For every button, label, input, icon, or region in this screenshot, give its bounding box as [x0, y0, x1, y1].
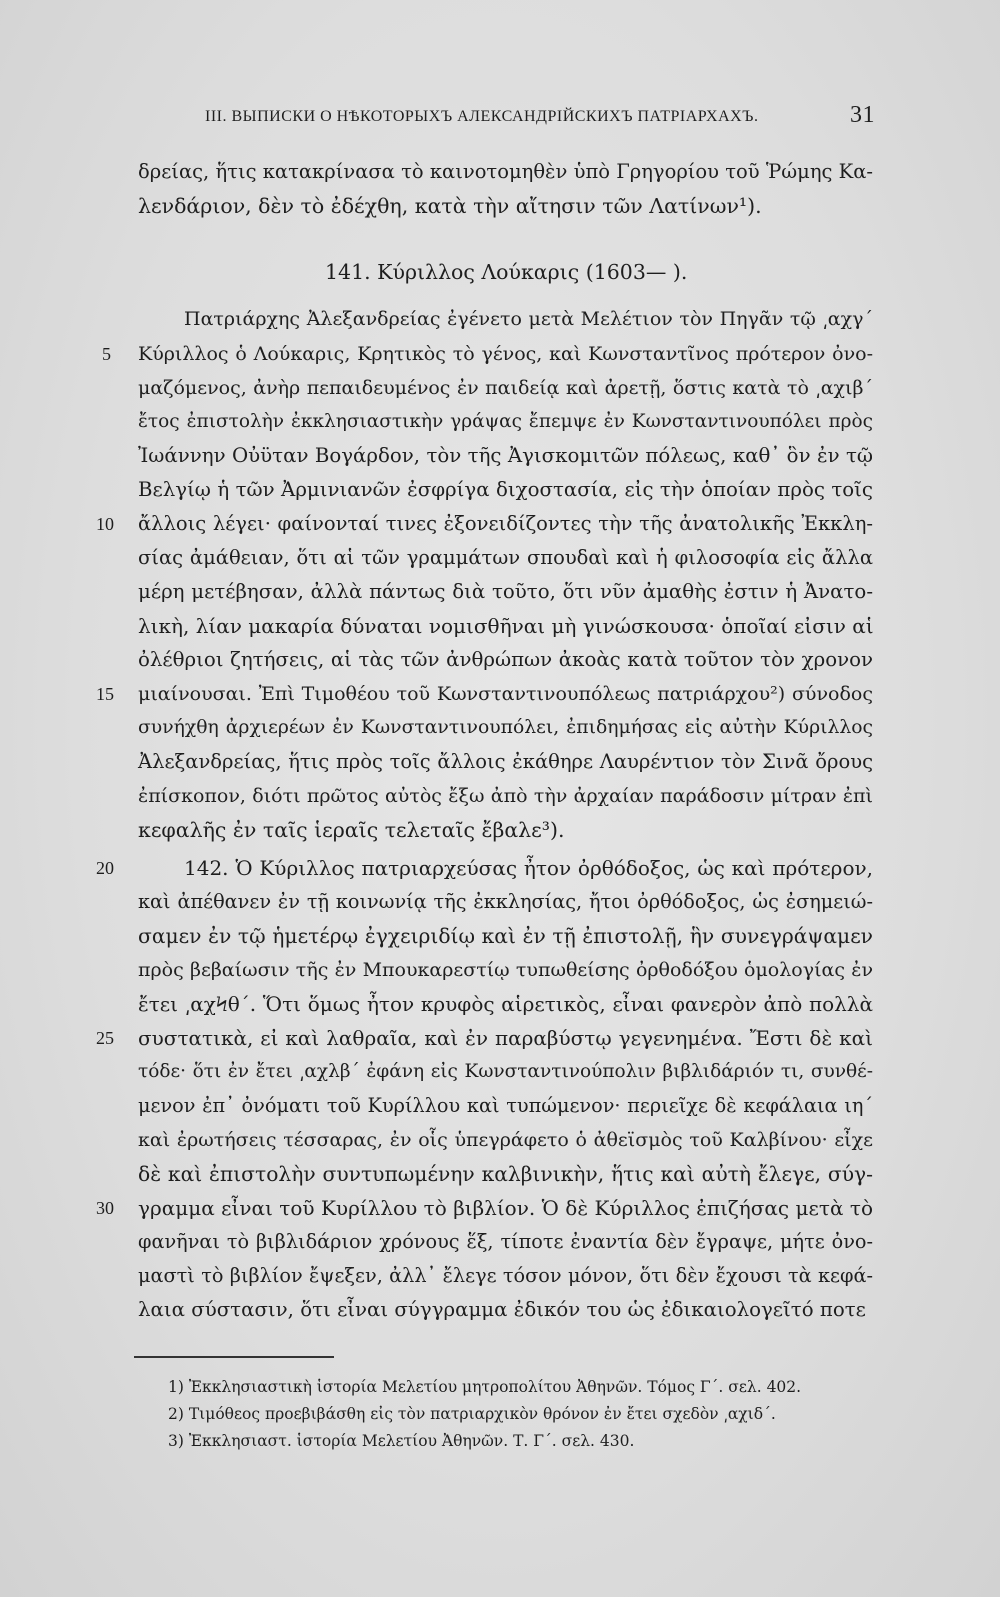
text-line: ἔτει ͵αχϞθ΄. Ὅτι ὅμως ἦτον κρυφὸς αἱρετικὸς, εἶναι φανερὸν ἀπὸ πολλὰ [138, 992, 873, 1016]
text-line: λικὴ, λίαν μακαρία δύναται νομισθῆναι μὴ γινώσκουσα· ὁποῖαί εἰσιν αἱ [138, 614, 874, 638]
line-number: 20 [96, 858, 114, 878]
text-line: Βελγίῳ ἡ τῶν Ἀρμινιανῶν ἐσφρίγα διχοστασία, εἰς τὴν ὁποίαν πρὸς τοῖς [138, 478, 873, 501]
footnote: 3) Ἐκκλησιαστ. ἱστορία Μελετίου Ἀθηνῶν. Τ. Γ΄. σελ. 430. [168, 1432, 635, 1450]
text-line: δὲ καὶ ἐπιστολὴν συντυπωμένην καλβινικὴν, ἥτις καὶ αὐτὴ ἔλεγε, σύγ- [138, 1162, 873, 1186]
text-line: συστατικὰ, εἰ καὶ λαθραῖα, καὶ ἐν παραβύστῳ γεγενημένα. Ἔστι δὲ καὶ [138, 1026, 873, 1050]
text-line: σαμεν ἐν τῷ ἡμετέρῳ ἐγχειριδίῳ καὶ ἐν τῇ ἐπιστολῇ, ἣν συνεγράψαμεν [138, 924, 873, 948]
text-line: ἐπίσκοπον, διότι πρῶτος αὐτὸς ἔξω ἀπὸ τὴν ἀρχαίαν παράδοσιν μίτραν ἐπὶ [138, 785, 873, 807]
text-line: συνήχθη ἀρχιερέων ἐν Κωνσταντινουπόλει, ἐπιδημήσας εἰς αὐτὴν Κύριλλος [138, 717, 873, 738]
line-number: 10 [96, 514, 114, 534]
line-number: 25 [96, 1028, 114, 1048]
text-line: μαστὶ τὸ βιβλίον ἔψεξεν, ἀλλ᾽ ἔλεγε τόσον μόνον, ὅτι δὲν ἔχουσι τὰ κεφά- [138, 1264, 873, 1287]
text-line: μέρη μετέβησαν, ἀλλὰ πάντως διὰ τοῦτο, ὅτι νῦν ἀμαθὴς ἐστιν ἡ Ἀνατο- [138, 580, 873, 603]
page-number: 31 [850, 102, 875, 128]
footnote: 1) Ἐκκλησιαστικὴ ἱστορία Μελετίου μητροπολίτου Ἀθηνῶν. Τόμος Γ΄. σελ. 402. [168, 1378, 802, 1396]
section-142-first-line: 142. Ὁ Κύριλλος πατριαρχεύσας ἦτον ὀρθόδοξος, ὡς καὶ πρότερον, [184, 856, 873, 880]
text-line: ἄλλοις λέγει· φαίνονταί τινες ἐξονειδίζοντες τὴν τῆς ἀνατολικῆς Ἐκκλη- [138, 512, 873, 535]
text-line: σίας ἀμάθειαν, ὅτι αἱ τῶν γραμμάτων σπουδαὶ καὶ ἡ φιλοσοφία εἰς ἄλλα [138, 546, 873, 569]
text-line: γραμμα εἶναι τοῦ Κυρίλλου τὸ βιβλίον. Ὁ δὲ Κύριλλος ἐπιζήσας μετὰ τὸ [138, 1196, 873, 1220]
text-line: φανῆναι τὸ βιβλιδάριον χρόνους ἕξ, τίποτε ἐναντία δὲν ἔγραψε, μήτε ὀνο- [138, 1230, 873, 1253]
text-line: ἔτος ἐπιστολὴν ἐκκλησιαστικὴν γράψας ἔπεμψε ἐν Κωνσταντινουπόλει πρὸς [138, 411, 873, 432]
text-line: Κύριλλος ὁ Λούκαρις, Κρητικὸς τὸ γένος, καὶ Κωνσταντῖνος πρότερον ὀνο- [138, 343, 873, 365]
text-line: πρὸς βεβαίωσιν τῆς ἐν Μπουκαρεστίῳ τυπωθείσης ὀρθοδόξου ὁμολογίας ἐν [138, 959, 873, 981]
text-line: μαζόμενος, ἀνὴρ πεπαιδευμένος ἐν παιδείᾳ καὶ ἀρετῇ, ὅστις κατὰ τὸ ͵αχιβ΄ [138, 377, 873, 399]
text-line: Ἰωάννην Οὐϋταν Βογάρδον, τὸν τῆς Ἀγισκομιτῶν πόλεως, καθ᾽ ὃν ἐν τῷ [138, 444, 873, 467]
text-line: ὀλέθριοι ζητήσεις, αἱ τὰς τῶν ἀνθρώπων ἀκοὰς κατὰ τοῦτον τὸν χρονον [138, 648, 873, 671]
section-heading-141: 141. Κύριλλος Λούκαρις (1603— ). [325, 260, 688, 284]
text-line: Ἀλεξανδρείας, ἥτις πρὸς τοῖς ἄλλοις ἐκάθηρε Λαυρέντιον τὸν Σινᾶ ὄρους [138, 750, 873, 773]
line-number: 5 [102, 344, 111, 364]
line-number: 30 [96, 1198, 114, 1218]
footnote: 2) Τιμόθεος προεβιβάσθη εἰς τὸν πατριαρχικὸν θρόνον ἐν ἔτει σχεδὸν ͵αχιδ΄. [168, 1405, 776, 1423]
text-line: Πατριάρχης Ἀλεξανδρείας ἐγένετο μετὰ Μελέτιον τὸν Πηγᾶν τῷ ͵αχγ΄ [184, 308, 873, 330]
text-line: κεφαλῆς ἐν ταῖς ἱεραῖς τελεταῖς ἔβαλε³). [138, 818, 565, 842]
text-line: τόδε· ὅτι ἐν ἔτει ͵αχλβ΄ ἐφάνη εἰς Κωνσταντινούπολιν βιβλιδάριόν τι, συνθέ- [138, 1061, 873, 1082]
line-number: 15 [96, 684, 114, 704]
text-line: δρείας, ἥτις κατακρίνασα τὸ καινοτομηθὲν ὑπὸ Γρηγορίου τοῦ Ῥώμης Κα- [138, 160, 873, 183]
text-line: μενον ἐπ᾽ ὀνόματι τοῦ Κυρίλλου καὶ τυπώμενον· περιεῖχε δὲ κεφάλαια ιη΄ [138, 1094, 873, 1117]
text-line: καὶ ἐρωτήσεις τέσσαρας, ἐν οἷς ὑπεγράφετο ὁ ἀθεϊσμὸς τοῦ Καλβίνου· εἶχε [138, 1129, 873, 1151]
footnote-rule [134, 1356, 334, 1358]
running-header [205, 104, 875, 134]
text-line: λενδάριον, δὲν τὸ ἐδέχθη, κατὰ τὴν αἴτησιν τῶν Λατίνων¹). [138, 194, 762, 218]
text-line: καὶ ἀπέθανεν ἐν τῇ κοινωνίᾳ τῆς ἐκκλησίας, ἤτοι ὀρθόδοξος, ὡς ἐσημειώ- [138, 890, 873, 913]
text-line: μιαίνουσαι. Ἐπὶ Τιμοθέου τοῦ Κωνσταντινουπόλεως πατριάρχου²) σύνοδος [138, 683, 873, 705]
header-title: III. ВЫПИСКИ О НѢКОТОРЫХЪ АЛЕКСАНДРІЙСКИХЪ ПАТРІАРХАХЪ. [205, 108, 759, 125]
text-line: λαια σύστασιν, ὅτι εἶναι σύγγραμμα ἐδικόν του ὡς ἐδικαιολογεῖτό ποτε [138, 1298, 866, 1321]
